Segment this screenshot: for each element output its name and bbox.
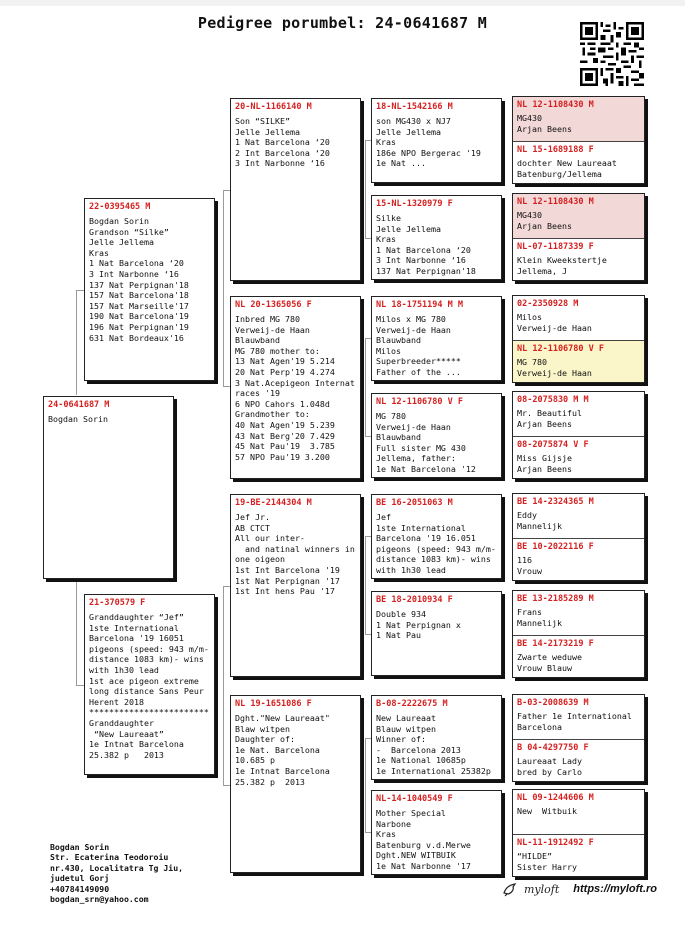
ancestor-entry[interactable] [513,538,644,581]
pigeon-detail-line: Granddaughter [89,717,154,728]
owner-street: Str. Ecaterina Teodoroiu [50,852,169,863]
pigeon-detail-line: 57 NPO Pau'19 3.200 [235,451,330,462]
ancestor-pair-card [512,694,645,782]
ancestor-entry[interactable] [513,494,644,538]
pigeon-detail-line: 190 Nat Barcelona'19 [89,311,189,322]
ring-number: NL 15-1689188 F [517,145,594,155]
ring-number: NL-07-1187339 F [517,242,594,252]
ring-number: 08-2075874 V F [517,440,589,450]
pigeon-detail-line: Double 934 [376,609,426,619]
pigeon-detail-line: 3 Int Narbonne ‘16 [376,255,466,266]
pigeon-detail-line: “New Laureaat” [89,728,164,739]
pigeon-detail-line: Milos [376,345,401,356]
owner-name: Bogdan Sorin [50,842,110,852]
ancestor-entry[interactable] [513,790,644,834]
connector-line [76,580,77,685]
pigeon-detail-line: Jef [376,512,391,522]
pigeon-detail-line: Herent 2018 [89,696,144,707]
pigeon-detail-line: dochter New Laureaat [517,158,617,168]
pigeon-detail-line: Jelle Jellema [376,223,441,234]
ancestor-entry[interactable] [513,591,644,635]
pigeon-detail-line: Kras [376,137,396,148]
pigeon-detail-line: 1e Nat Barcelona '12 [376,463,476,474]
pigeon-detail-line: Son “SILKE” [235,116,290,126]
ring-number: 22-0395465 M [89,202,151,212]
pigeon-detail-line: MG430 [517,210,542,220]
pigeon-detail-line: 20 Nat Perp'19 4.274 [235,366,335,377]
pigeon-detail-line: races '19 [235,388,280,399]
owner-county: judetul Gorj [50,873,110,884]
pigeon-detail-line: Kras [89,247,109,258]
ancestor-entry[interactable] [513,340,644,383]
ancestor-entry[interactable] [513,834,644,877]
connector-line [365,140,366,238]
connector-line [365,738,366,832]
pigeon-detail-line: Father of the ... [376,366,461,377]
pigeon-detail-line: 196 Nat Perpignan'19 [89,321,189,332]
pigeon-detail-line: Dght.NEW WITBUIK [376,850,456,861]
pigeon-detail-line: 13 Nat Agen'19 5.214 [235,356,335,367]
pigeon-detail-line: 6 NPO Cahors 1.048d [235,398,330,409]
pigeon-detail-line: Verweij-de Haan [235,324,310,335]
ancestor-entry[interactable] [513,296,644,340]
pigeon-detail-line: Father 1e International [517,711,632,721]
pigeon-detail-line: Jelle Jellema [376,126,441,137]
pigeon-detail-line: Kras [376,829,396,840]
ring-number: BE 18-2010934 F [376,595,453,605]
pigeon-detail-line: Batenburg/Jellema [517,168,602,179]
dam-card[interactable] [84,594,215,775]
pigeon-detail-line: Jelle Jellema [89,237,154,248]
pigeon-detail-line: Blauwband [376,335,421,346]
pigeon-detail-line: 1e Nat ... [376,158,426,169]
brand-url[interactable]: https://myloft.ro [573,883,657,895]
ring-number: NL 18-1751194 M M [376,300,463,310]
connector-line [223,586,224,786]
pigeon-icon [502,881,518,897]
ring-number: 20-NL-1166140 M [235,102,312,112]
ring-number: NL-11-1912492 F [517,838,594,848]
pigeon-detail-line: MG 780 mother to: [235,345,320,356]
pigeon-detail-line: Silke [376,213,401,223]
ancestor-entry[interactable] [513,635,644,678]
pigeon-detail-line: 1e International 25382p [376,765,491,776]
connector-line [223,586,230,587]
pigeon-detail-line: 40 Nat Agen'19 5.239 [235,419,335,430]
pigeon-detail-line: 3 Int Narbonne ‘16 [235,158,325,169]
pigeon-detail-line: 1 Nat Pau [376,630,421,641]
ring-number: NL-14-1040549 F [376,794,453,804]
subject-card[interactable] [43,396,174,579]
ring-number: NL 12-1108430 M [517,197,594,207]
pigeon-detail-line: MG 780 [517,357,547,367]
great-grandparent-card[interactable] [371,393,502,478]
ring-number: B-03-2008639 M [517,698,589,708]
pigeon-detail-line: distance 1083 km)- wins [376,554,491,565]
ring-number: 18-NL-1542166 M [376,102,453,112]
pigeon-detail-line: New Laureaat [376,713,436,723]
pigeon-detail-line: Frans [517,607,542,617]
connector-line [365,536,366,634]
pigeon-detail-line: MG 780 [376,411,406,421]
pigeon-detail-line: 157 Nat Marseille'17 [89,300,189,311]
pigeon-detail-line: 1e Intnat Barcelona [235,765,330,776]
pigeon-detail-line: Dght."New Laureaat" [235,713,330,723]
pigeon-detail-line: Jellema, J [517,265,567,276]
ring-number: 21-370579 F [89,598,146,608]
pigeon-detail-line: 3 Int Narbonne ‘16 [89,268,179,279]
connector-line [223,190,230,191]
pigeon-detail-line: Batenburg v.d.Merwe [376,839,471,850]
ring-number: B 04-4297750 F [517,743,589,753]
ring-number: NL 19-1651086 F [235,699,312,709]
pigeon-detail-line: Barcelona '19 16.051 [376,533,476,544]
pigeon-detail-line: 1ste International [376,522,466,533]
ancestor-entry[interactable] [513,194,644,238]
ring-number: BE 10-2022116 F [517,542,594,552]
pigeon-detail-line: Milos [517,312,542,322]
ring-number: 15-NL-1320979 F [376,199,453,209]
pigeon-detail-line: Mannelijk [517,617,562,628]
pigeon-detail-line: All our inter- [235,533,305,544]
pigeon-detail-line: Barcelona [517,721,562,732]
pigeon-detail-line: son MG430 x NJ7 [376,116,451,126]
ring-number: NL 12-1106780 V F [376,397,463,407]
pigeon-detail-line: Eddy [517,510,537,520]
pigeon-detail-line: Sister Harry [517,861,577,872]
pigeon-detail-line: Narbone [376,818,411,829]
ring-number: 19-BE-2144304 M [235,498,312,508]
pigeon-detail-line: 631 Nat Bordeaux'16 [89,332,184,343]
ring-number: BE 14-2173219 F [517,639,594,649]
pigeon-detail-line: Vrouw Blauw [517,662,572,673]
pigeon-detail-line: 137 Nat Perpignan'18 [376,265,476,276]
pigeon-detail-line: Full sister MG 430 [376,442,466,453]
ring-number: 24-0641687 M [48,400,110,410]
pigeon-detail-line: “HILDE” [517,851,552,861]
ancestor-entry[interactable] [513,141,644,184]
ring-number: 08-2075830 M M [517,395,589,405]
pigeon-detail-line: 116 [517,555,532,565]
pigeon-detail-line: Vrouw [517,565,542,576]
ancestor-entry[interactable] [513,739,644,782]
connector-line [76,685,84,686]
pigeon-detail-line: 137 Nat Perpignan'18 [89,279,189,290]
pigeon-detail-line: Jellema, father: [376,453,456,464]
pigeon-detail-line: 1e Intnat Barcelona [89,739,184,750]
pigeon-detail-line: Inbred MG 780 [235,314,300,324]
pigeon-detail-line: 10.685 p [235,755,275,766]
pigeon-detail-line: Bogdan Sorin [48,414,108,424]
pigeon-detail-line: long distance Sans Peur [89,686,204,697]
pigeon-detail-line: Verweij-de Haan [376,324,451,335]
owner-locality: nr.430, Localitatra Tg Jiu, [50,862,184,873]
pigeon-detail-line: Mannelijk [517,520,562,531]
ancestor-entry[interactable] [513,392,644,436]
pigeon-detail-line: ************************ [89,707,209,718]
brand [502,881,657,897]
grandparent-card[interactable] [230,296,361,479]
ancestor-entry[interactable] [513,695,644,739]
pigeon-detail-line: Grandson “Silke” [89,226,169,237]
pigeon-detail-line: Barcelona '19 16051 [89,633,184,644]
pigeon-detail-line: Granddaughter “Jef” [89,612,184,622]
pigeon-detail-line: Verweij-de Haan [376,421,451,432]
pigeon-detail-line: Blauwband [376,432,421,443]
pigeon-detail-line: 1ste International [89,622,179,633]
pigeon-detail-line: 1 Nat Barcelona ‘20 [376,244,471,255]
pigeon-detail-line: pigeons (speed: 943 m/m- [376,543,496,554]
ancestor-pair-card [512,789,645,877]
ring-number: B-08-2222675 M [376,699,448,709]
pigeon-detail-line: - Barcelona 2013 [376,744,461,755]
pigeon-detail-line: 1 Nat Barcelona ‘20 [235,137,330,148]
pigeon-detail-line: Bogdan Sorin [89,216,149,226]
great-grandparent-card[interactable] [371,790,502,875]
great-grandparent-card[interactable] [371,494,502,579]
great-grandparent-card[interactable] [371,695,502,780]
ancestor-pair-card [512,295,645,383]
ancestor-entry[interactable] [513,436,644,479]
pigeon-detail-line: Daughter of: [235,734,295,745]
page-edge [0,0,685,6]
pigeon-detail-line: Miss Gijsje [517,453,572,463]
pigeon-detail-line: 25.382 p 2013 [89,749,164,760]
pigeon-detail-line: Superbreeder***** [376,356,461,367]
pigeon-detail-line: Mother Special [376,808,446,818]
connector-line [223,190,224,387]
ancestor-pair-card [512,590,645,678]
connector-line [76,290,77,395]
pigeon-detail-line: Arjan Beens [517,418,572,429]
grandparent-card[interactable] [230,695,361,873]
pigeon-detail-line: pigeons (speed: 943 m/m- [89,643,209,654]
pigeon-detail-line: with 1h30 lead [89,664,159,675]
ancestor-entry[interactable] [513,238,644,281]
ring-number: BE 14-2324365 M [517,497,594,507]
pigeon-detail-line: 1e Nat. Barcelona [235,744,320,755]
pigeon-detail-line: bred by Carlo [517,766,582,777]
pigeon-detail-line: Arjan Beens [517,123,572,134]
pigeon-detail-line: 2 Int Barcelona ‘20 [235,147,330,158]
ring-number: BE 13-2185289 M [517,594,594,604]
pigeon-detail-line: 43 Nat Berg'20 7.429 [235,430,335,441]
pigeon-detail-line: and natinal winners in [235,543,355,554]
ring-number: NL 09-1244606 M [517,793,594,803]
pigeon-detail-line: Laureaat Lady [517,756,582,766]
pigeon-detail-line: Verweij-de Haan [517,322,592,333]
pigeon-detail-line: Verweij-de Haan [517,367,592,378]
pigeon-detail-line: distance 1083 km)- wins [89,654,204,665]
ring-number: NL 12-1106780 V F [517,344,604,354]
pigeon-detail-line: 1st Int Barcelona '19 [235,564,340,575]
brand-logo: myloft [524,882,560,896]
pigeon-detail-line: Winner of: [376,734,426,745]
pigeon-detail-line: one oigeon [235,554,285,565]
pigeon-detail-line: AB CTCT [235,522,270,533]
sire-card[interactable] [84,198,215,381]
pigeon-detail-line: Blauw witpen [376,723,436,734]
pigeon-detail-line: Jelle Jellema [235,126,300,137]
owner-phone: +40784149090 [50,883,110,894]
pigeon-detail-line: Blaw witpen [235,723,290,734]
pigeon-detail-line: 45 Nat Pau'19 3.785 [235,441,335,452]
connector-line [76,290,84,291]
pigeon-detail-line: Arjan Beens [517,463,572,474]
qr-code [580,22,644,86]
great-grandparent-card[interactable] [371,591,502,676]
pigeon-detail-line: 1 Nat Barcelona ‘20 [89,258,184,269]
page-title: Pedigree porumbel: 24-0641687 M [197,14,488,32]
pigeon-detail-line: 1st Nat Perpignan '17 [235,575,340,586]
pigeon-detail-line: Klein Kweekstertje [517,255,607,265]
pigeon-detail-line: 186e NPO Bergerac '19 [376,147,481,158]
pigeon-detail-line: Jef Jr. [235,512,270,522]
connector-line [223,785,230,786]
pigeon-detail-line: Grandmother to: [235,409,310,420]
ring-number: NL 12-1108430 M [517,100,594,110]
ring-number: BE 16-2051063 M [376,498,453,508]
ancestor-pair-card [512,96,645,184]
ancestor-pair-card [512,193,645,281]
ancestor-pair-card [512,391,645,479]
pigeon-detail-line: 3 Nat.Acepigeon Internat [235,377,355,388]
pigeon-detail-line: 1st ace pigeon extreme [89,675,199,686]
connector-line [365,338,366,436]
ring-number: NL 20-1365056 F [235,300,312,310]
owner-email[interactable]: bogdan_srn@yahoo.com [50,894,149,905]
pigeon-detail-line: 157 Nat Barcelona'18 [89,290,189,301]
connector-line [223,386,230,387]
pigeon-detail-line: 1 Nat Perpignan x [376,619,461,630]
pigeon-detail-line: Zwarte weduwe [517,652,582,662]
ancestor-entry[interactable] [513,97,644,141]
pigeon-detail-line: MG430 [517,113,542,123]
pigeon-detail-line: New Witbuik [517,806,577,816]
ancestor-pair-card [512,493,645,581]
pigeon-detail-line: 1st Int hens Pau '17 [235,586,335,597]
ring-number: 02-2350928 M [517,299,579,309]
pigeon-detail-line: 1e National 10685p [376,755,466,766]
great-grandparent-card[interactable] [371,98,502,183]
grandparent-card[interactable] [230,494,361,677]
great-grandparent-card[interactable] [371,195,502,280]
pigeon-detail-line: 1e Nat Narbonne '17 [376,860,471,871]
owner-contact [50,842,183,904]
pigeon-detail-line: Milos x MG 780 [376,314,446,324]
pigeon-detail-line: Mr. Beautiful [517,408,582,418]
pigeon-detail-line: 25.382 p 2013 [235,776,305,787]
great-grandparent-card[interactable] [371,296,502,381]
grandparent-card[interactable] [230,98,361,281]
pigeon-detail-line: Blauwband [235,335,280,346]
pigeon-detail-line: Kras [376,234,396,245]
pigeon-detail-line: with 1h30 lead [376,564,446,575]
pigeon-detail-line: Arjan Beens [517,220,572,231]
